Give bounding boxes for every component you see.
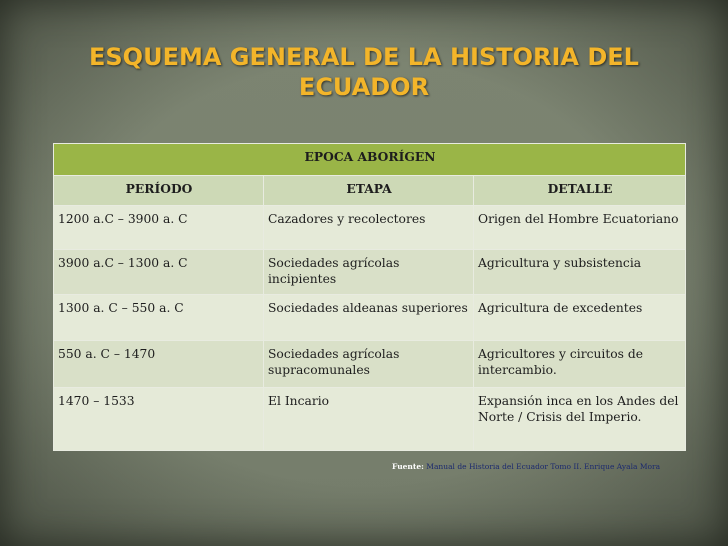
source-text: Manual de Historia del Ecuador Tomo II. Enrique Ayala Mora (426, 462, 661, 471)
cell-detalle: Agricultura de excedentes (474, 295, 686, 341)
table-row (54, 250, 686, 295)
cell-etapa: Sociedades agrícolas incipientes (264, 250, 474, 295)
table-row (54, 206, 686, 250)
cell-detalle: Agricultura y subsistencia (474, 250, 686, 295)
history-table (53, 143, 686, 451)
table-row (54, 295, 686, 341)
cell-detalle: Origen del Hombre Ecuatoriano (474, 206, 686, 250)
cell-periodo: 1300 a. C – 550 a. C (54, 295, 264, 341)
column-header-row (54, 176, 686, 206)
cell-etapa: Cazadores y recolectores (264, 206, 474, 250)
column-header-etapa: ETAPA (264, 176, 474, 206)
cell-periodo: 1470 – 1533 (54, 388, 264, 451)
cell-etapa: El Incario (264, 388, 474, 451)
cell-detalle: Agricultores y circuitos de intercambio. (474, 341, 686, 388)
cell-periodo: 550 a. C – 1470 (54, 341, 264, 388)
slide-title (0, 42, 728, 102)
cell-detalle: Expansión inca en los Andes del Norte / Crisis del Imperio. (474, 388, 686, 451)
section-header-row (54, 144, 686, 176)
column-header-periodo: PERÍODO (54, 176, 264, 206)
section-header: EPOCA ABORÍGEN (54, 144, 686, 176)
title-line-2: ECUADOR (298, 73, 430, 101)
title-line-1: ESQUEMA GENERAL DE LA HISTORIA DEL (89, 43, 639, 71)
cell-periodo: 3900 a.C – 1300 a. C (54, 250, 264, 295)
cell-periodo: 1200 a.C – 3900 a. C (54, 206, 264, 250)
cell-etapa: Sociedades aldeanas superiores (264, 295, 474, 341)
column-header-detalle: DETALLE (474, 176, 686, 206)
source-label: Fuente: (392, 462, 424, 471)
cell-etapa: Sociedades agrícolas supracomunales (264, 341, 474, 388)
table-row (54, 388, 686, 451)
source-note (392, 462, 660, 471)
table-row (54, 341, 686, 388)
